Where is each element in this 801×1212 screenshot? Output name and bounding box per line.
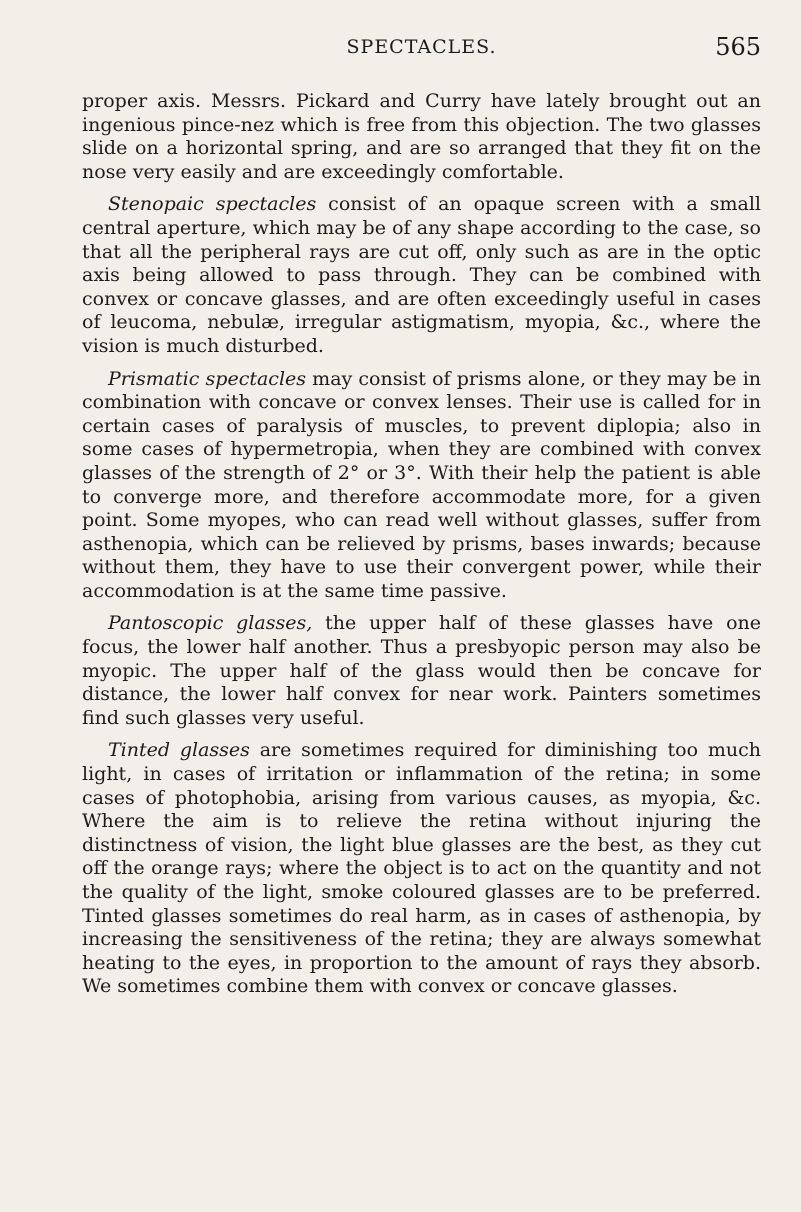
body-text [82,90,761,999]
paragraph-tinted [82,739,761,999]
paragraph-text: may consist of prisms alone, or they may be in combination with concave or convex lenses. Their use is called for in certain cases of paralysis of muscles, to prevent diplopia; also in some cases of hypermetropia, when they are combined with convex glasses of the strength of 2° or 3°. With their help the patient is able to converge more, and therefore accommodate more, for a given point. Some myopes, who can read well without glasses, suffer from asthenopia, which can be relieved by prisms, bases inwards; because without them, they have to use their convergent power, while their accommodation is at the same time passive. [82,367,762,602]
paragraph-continuation [82,90,761,184]
paragraph-text: proper axis. Messrs. Pickard and Curry have lately brought out an ingenious pince-nez which is free from this objection. The two glasses slide on a horizontal spring, and are so arranged that they fit on the nose very easily and are exceedingly comfortable. [82,90,761,183]
paragraph-text: are sometimes required for diminishing too much light, in cases of irritation or inflammation of the retina; in some cases of photophobia, arising from various causes, as myopia, &c. Where the aim is to relieve the retina without injuring the distinctness of vision, the light blue glasses are the best, as they cut off the orange rays; where the object is to act on the quantity and not the quality of the light, smoke coloured glasses are to be preferred. Tinted glasses sometimes do real harm, as in cases of asthenopia, by increasing the sensitiveness of the retina; they are always somewhat heating to the eyes, in proportion to the amount of rays they absorb. We sometimes combine them with convex or concave glasses. [82,739,761,998]
paragraph-lead: Prismatic spectacles [108,367,307,390]
paragraph-text: consist of an opaque screen with a small central aperture, which may be of any shape according to the case, so that all the peripheral rays are cut off, only such as are in the optic axis being allowed to pass through. They can be combined with convex or concave glasses, and are often exceedingly useful in cases of leucoma, nebulæ, irregular astigmatism, myopia, &c., where the vision is much disturbed. [82,193,761,357]
paragraph-lead: Tinted glasses [108,739,250,762]
paragraph-lead: Pantoscopic glasses, [108,612,313,635]
paragraph-text: the upper half of these glasses have one focus, the lower half another. Thus a presbyopic person may also be myopic. The upper half of the glass would then be concave for distance, the lower half convex for near work. Painters sometimes find such glasses very useful. [82,612,762,729]
paragraph-prismatic [82,368,761,604]
running-head [82,33,761,62]
paragraph-lead: Stenopaic spectacles [108,193,317,216]
page-number: 565 [715,33,761,61]
running-title: SPECTACLES. [346,36,497,58]
paragraph-stenopaic [82,193,761,358]
paragraph-pantoscopic [82,612,761,730]
